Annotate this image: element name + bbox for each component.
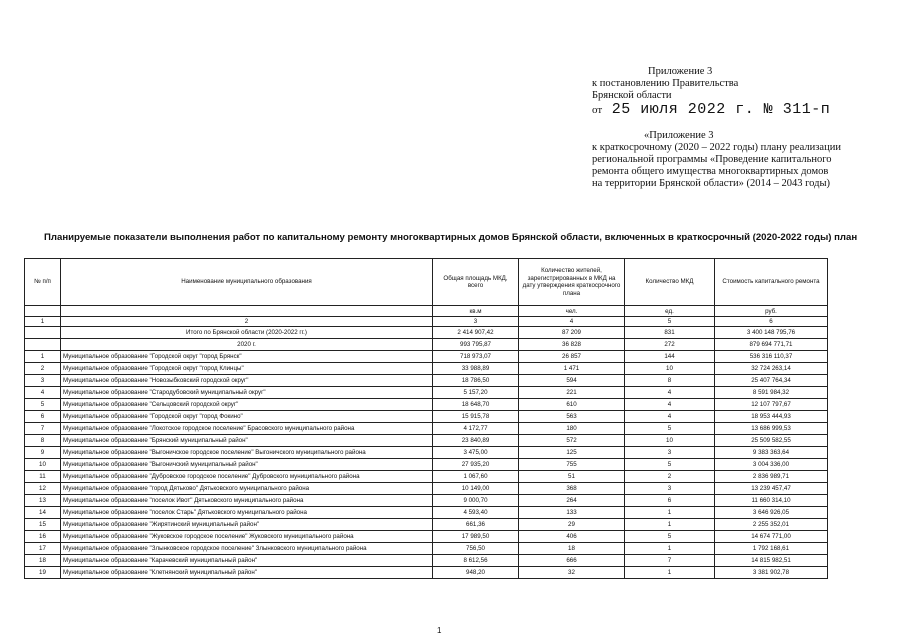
column-header: Количество жителей, зарегистрированных в МКД на дату утверждения краткосрочного плана	[519, 259, 625, 306]
table-row: 4 Муниципальное образование "Стародубовский муниципальный округ" 5 157,20 221 4 8 591 984,32	[25, 387, 828, 399]
appendix-header	[592, 66, 892, 190]
total-row: 2020 г. 993 795,87 36 828 272 879 694 771,71	[25, 339, 828, 351]
indicators-table	[24, 258, 828, 579]
table-row: 17 Муниципальное образование "Злынковское городское поселение" Злынковского муниципального района 756,50 18 1 1 792 168,61	[25, 543, 828, 555]
column-index-row: 1 2 3 4 5 6	[25, 317, 828, 327]
appendix-line: «Приложение 3	[644, 130, 714, 141]
table-row: 12 Муниципальное образование "город Дятьково" Дятьковского муниципального района 10 149,00 368 3 13 239 457,47	[25, 483, 828, 495]
document-title: Планируемые показатели выполнения работ по капитальному ремонту многоквартирных домов Брянской области, включенных в краткосрочный (2020-2022 годы) план	[44, 232, 858, 243]
table-row: 16 Муниципальное образование "Жуковское городское поселение" Жуковского муниципального района 17 989,50 406 5 14 674 771,00	[25, 531, 828, 543]
appendix-line: к краткосрочному (2020 – 2022 годы) плану реализации	[592, 142, 841, 153]
column-header: Наименование муниципального образования	[61, 259, 433, 306]
table-row: 18 Муниципальное образование "Карачевский муниципальный район" 8 612,56 666 7 14 815 982,51	[25, 555, 828, 567]
appendix-line: Брянской области	[592, 90, 672, 101]
appendix-line: ремонта общего имущества многоквартирных домов	[592, 166, 829, 177]
table-row: 6 Муниципальное образование "Городской округ "город Фокино" 15 915,78 563 4 18 953 444,93	[25, 411, 828, 423]
table-row: 2 Муниципальное образование "Городской округ "город Клинцы" 33 988,89 1 471 10 32 724 263,14	[25, 363, 828, 375]
appendix-line: на территории Брянской области» (2014 – 2043 годы)	[592, 178, 831, 189]
total-row: Итого по Брянской области (2020-2022 гг.) 2 414 907,42 87 209 831 3 400 148 795,76	[25, 327, 828, 339]
table-row: 1 Муниципальное образование "Городской округ "город Брянск" 718 973,07 26 857 144 536 316 110,37	[25, 351, 828, 363]
table-row: 10 Муниципальное образование "Выгоничский муниципальный район" 27 935,20 755 5 3 004 336,00	[25, 459, 828, 471]
table-row: 7 Муниципальное образование "Локотское городское поселение" Брасовского муниципального района 4 172,77 180 5 13 686 999,53	[25, 423, 828, 435]
table-row: 14 Муниципальное образование "поселок Старь" Дятьковского муниципального района 4 593,40 133 1 3 646 926,05	[25, 507, 828, 519]
column-header: Количество МКД	[625, 259, 715, 306]
table-row: 11 Муниципальное образование "Дубровское городское поселение" Дубровского муниципального района 1 067,60 51 2 2 836 989,71	[25, 471, 828, 483]
column-header: Стоимость капитального ремонта	[715, 259, 828, 306]
column-header: № п/п	[25, 259, 61, 306]
units-row: кв.м чел. ед. руб.	[25, 306, 828, 317]
table-row: 13 Муниципальное образование "поселок Ивот" Дятьковского муниципального района 9 000,70 264 6 11 660 314,10	[25, 495, 828, 507]
table-row: 8 Муниципальное образование "Брянский муниципальный район" 23 840,89 572 10 25 509 582,55	[25, 435, 828, 447]
table-row: 19 Муниципальное образование "Клетнянский муниципальный район" 948,20 32 1 3 381 902,78	[25, 567, 828, 579]
table-row: 3 Муниципальное образование "Новозыбковский городской округ" 18 786,50 594 8 25 407 764,34	[25, 375, 828, 387]
table-row: 5 Муниципальное образование "Сельцовский городской округ" 18 648,70 610 4 12 107 797,67	[25, 399, 828, 411]
appendix-line: Приложение 3	[648, 66, 713, 77]
decree-date: от 25 июля 2022 г. № 311-п	[592, 101, 831, 118]
table-row: 9 Муниципальное образование "Выгоничское городское поселение" Выгоничского муниципального района 3 475,00 125 3 9 383 363,64	[25, 447, 828, 459]
column-header: Общая площадь МКД, всего	[433, 259, 519, 306]
page-number: 1	[437, 626, 442, 635]
appendix-line: к постановлению Правительства	[592, 78, 739, 89]
appendix-line: региональной программы «Проведение капитального	[592, 154, 832, 165]
table-row: 15 Муниципальное образование "Жирятинский муниципальный район" 661,36 29 1 2 255 352,01	[25, 519, 828, 531]
